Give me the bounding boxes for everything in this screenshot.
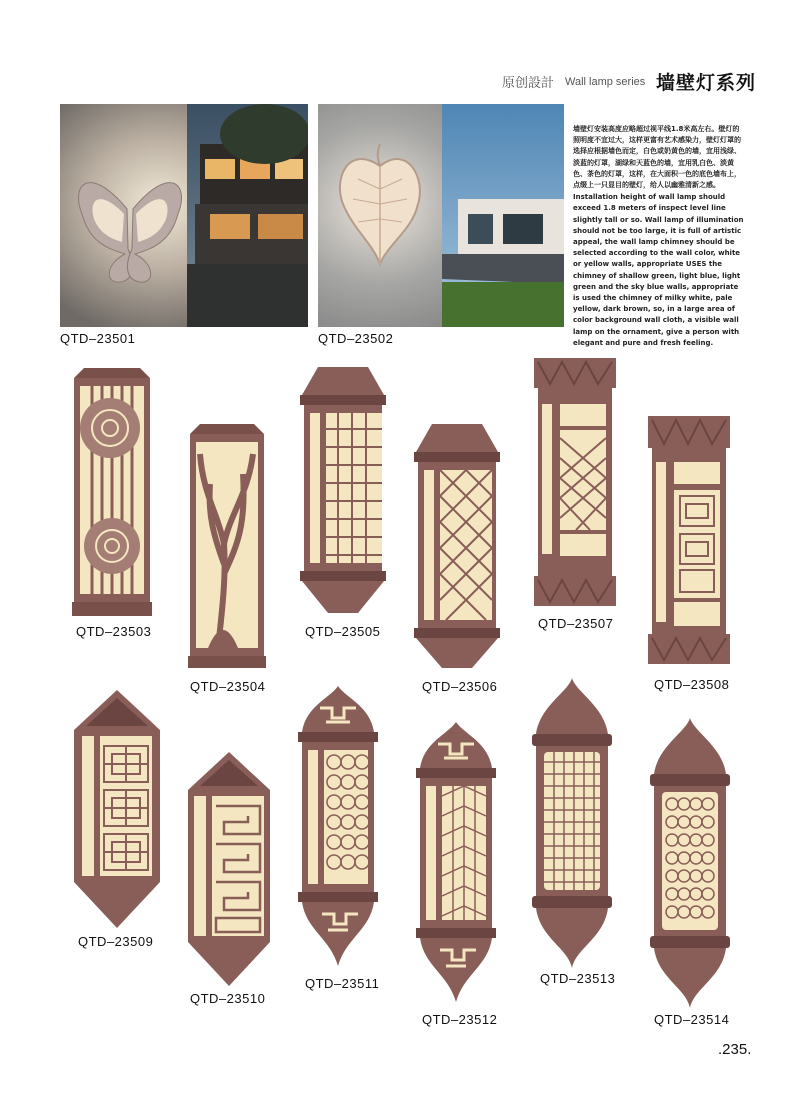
- header-series-cn: 墙壁灯系列: [656, 73, 757, 94]
- lamp-23506: [412, 424, 502, 668]
- product-code: QTD–23511: [305, 976, 380, 991]
- product-code: QTD–23501: [60, 331, 136, 346]
- product-code: QTD–23502: [318, 331, 394, 346]
- description-en: Installation height of wall lamp should exceed 1.8 meters of inspect level line slightly tall or so. Wall lamp of illumination should not be too large, it is full of artistic appeal, the wall lamp chimney should be selected according to the wall color, white or yellow walls, appropriate USES the chimney of shallow green, light blue, light green and the sky blue walls, appropriate is used the chimney of milky white, pale yellow, dark brown, so, in a large area of color background wall cloth, a visible wall lamp on the ornament, give a person with elegant and pure and fresh feeling.: [573, 193, 744, 347]
- lamp-23505: [298, 367, 388, 613]
- description-cn: 墙壁灯安装高度应略超过视平线1.8米高左右。壁灯的照明度不宜过大，这样更富有艺术感染力，壁灯灯罩的选择应根据墙色而定，白色或奶黄色的墙，宜用浅绿、淡蓝的灯罩，湖绿和天蓝色的墙，宜用乳白色、淡黄色、茶色的灯罩，这样，在大面积一色的底色墙布上，点缀上一只显目的壁灯，给人以幽雅清新之感。: [573, 125, 741, 190]
- product-code: QTD–23513: [540, 971, 616, 986]
- lamp-23512: [414, 722, 498, 1002]
- lamp-23511: [296, 686, 380, 966]
- lamp-23513: [532, 678, 612, 968]
- product-code: QTD–23512: [422, 1012, 498, 1027]
- product-code: QTD–23514: [654, 1012, 730, 1027]
- lamp-23509: [72, 690, 162, 928]
- product-code: QTD–23503: [76, 624, 152, 639]
- lamp-23507: [534, 358, 616, 606]
- product-code: QTD–23505: [305, 624, 381, 639]
- header-original-design: 原创設計: [502, 76, 555, 91]
- lamp-23503: [72, 368, 152, 616]
- product-code: QTD–23509: [78, 934, 154, 949]
- page-number: .235.: [718, 1041, 752, 1058]
- product-code: QTD–23510: [190, 991, 266, 1006]
- product-code: QTD–23508: [654, 677, 730, 692]
- lamp-23504: [188, 424, 266, 668]
- product-code: QTD–23506: [422, 679, 498, 694]
- header-series-en: Wall lamp series: [565, 76, 646, 88]
- product-code: QTD–23504: [190, 679, 266, 694]
- product-code: QTD–23507: [538, 616, 614, 631]
- photo-leaf-lamp: [318, 104, 564, 327]
- product-description: [573, 124, 745, 349]
- lamp-23510: [186, 752, 272, 986]
- photo-butterfly-lamp: [60, 104, 308, 327]
- lamp-23508: [648, 416, 730, 664]
- lamp-23514: [650, 718, 730, 1008]
